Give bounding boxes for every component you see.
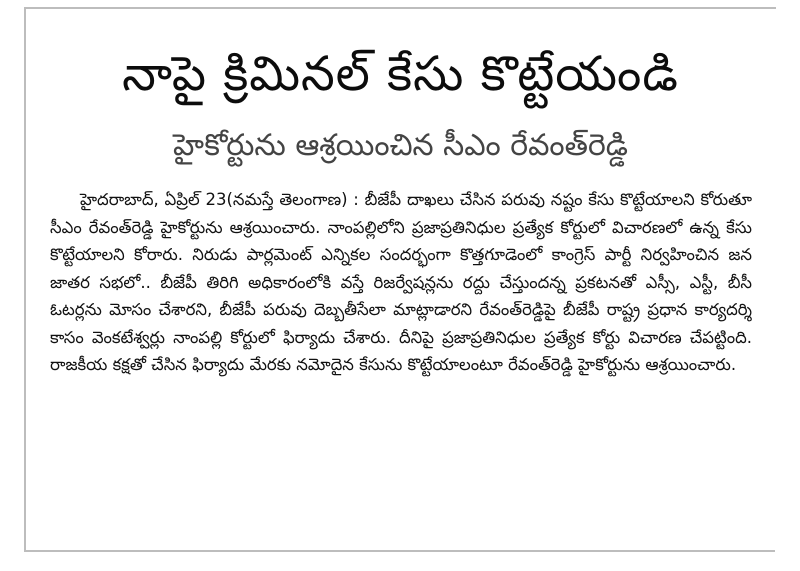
subheadline: హైకోర్టును ఆశ్రయించిన సీఎం రేవంత్‌రెడ్డి: [173, 128, 628, 163]
article-body: హైదరాబాద్, ఏప్రిల్ 23(నమస్తే తెలంగాణ) : బీజేపీ దాఖలు చేసిన పరువు నష్టం కేసు కొట్టేయాలని కోరుతూ సీఎం రేవంత్‌రెడ్డి హైకోర్టును ఆశ్రయించారు. నాంపల్లిలోని ప్రజాప్రతినిధుల ప్రత్యేక కోర్టులో విచారణలో ఉన్న కేసు కొట్టేయాలని కోరారు. నిరుడు పార్లమెంట్ ఎన్నికల సందర్భంగా కొత్తగూడెంలో కాంగ్రెస్ పార్టీ నిర్వహించిన జన జాతర సభలో.. బీజేపీ తిరిగి అధికారంలోకి వస్తే రిజర్వేషన్లను రద్దు చేస్తుందన్న ప్రకటనతో ఎస్సీ, ఎస్టీ, బీసీ ఓటర్లను మోసం చేశారని, బీజేపీ పరువు దెబ్బతీసేలా మాట్లాడారని రేవంత్‌రెడ్డిపై బీజేపీ రాష్ట్ర ప్రధాన కార్యదర్శి కాసం వెంకటేశ్వర్లు నాంపల్లి కోర్టులో ఫిర్యాదు చేశారు. దీనిపై ప్రజాప్రతినిధుల ప్రత్యేక కోర్టు విచారణ చేపట్టింది. రాజకీయ కక్షతో చేసిన ఫిర్యాదు మేరకు నమోదైన కేసును కొట్టేయాలంటూ రేవంత్‌రెడ్డి హైకోర్టును ఆశ్రయించారు.: [50, 190, 752, 374]
headline: నాపై క్రిమినల్ కేసు కొట్టేయండి: [122, 46, 679, 102]
news-article: [24, 9, 775, 552]
